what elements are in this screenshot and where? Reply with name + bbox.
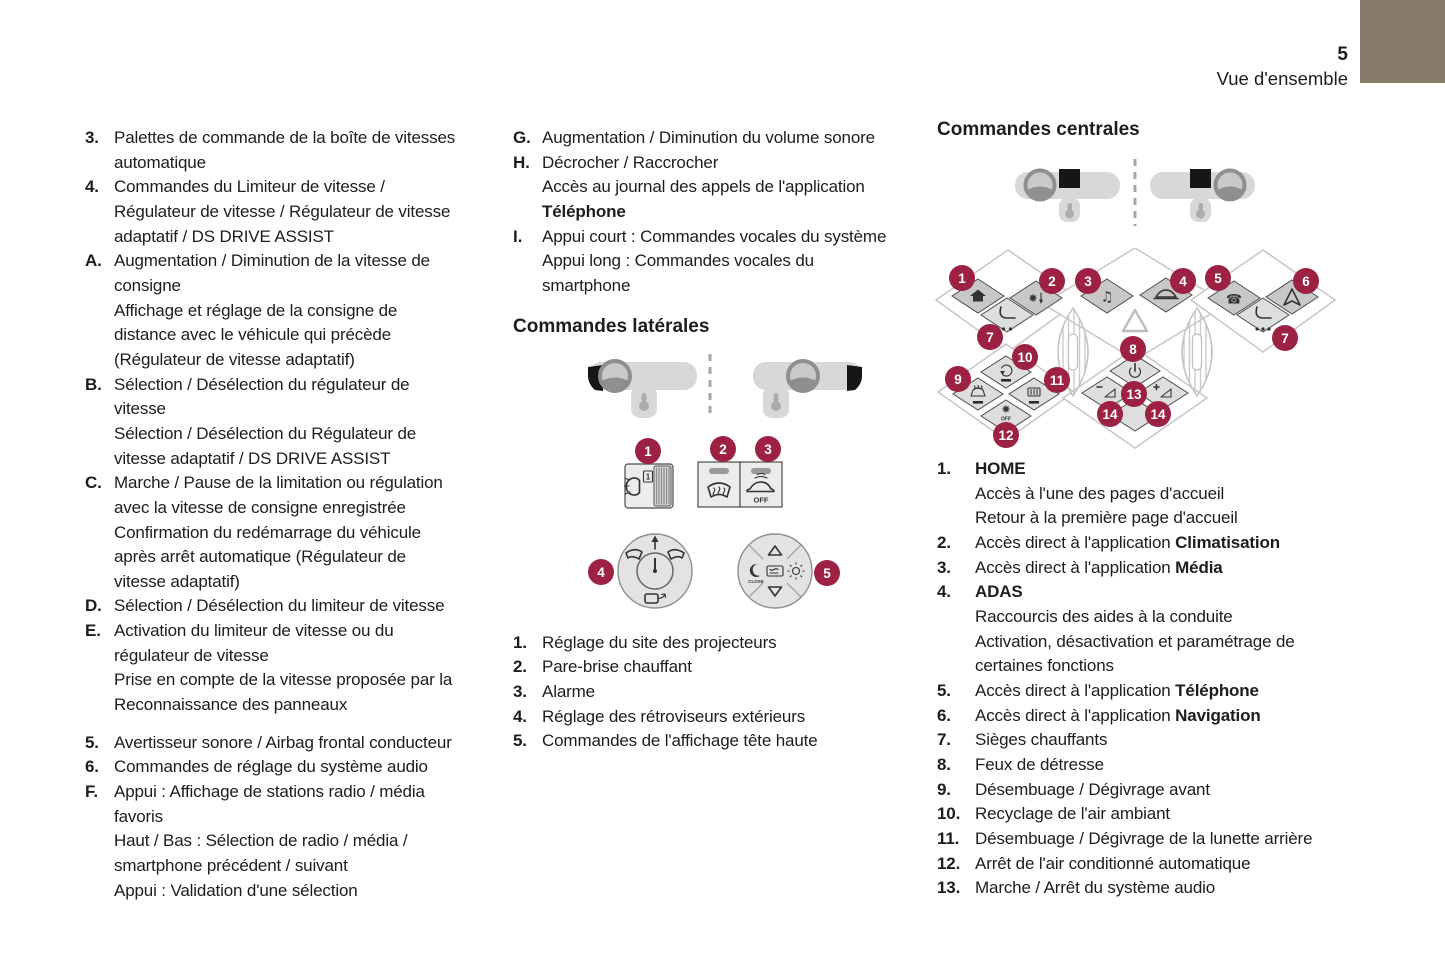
item-line: Réglage des rétroviseurs extérieurs xyxy=(542,706,806,726)
item-line: Accès direct à l'application Climatisation xyxy=(975,532,1280,552)
badge-9 xyxy=(945,366,971,392)
item-line: Reconnaissance des panneaux xyxy=(114,695,348,715)
item-line: Désembuage / Dégivrage de la lunette arrière xyxy=(975,828,1313,848)
item-line: Sélection / Désélection du régulateur de xyxy=(114,374,410,394)
item-label: 4. xyxy=(513,706,527,726)
item-label: 3. xyxy=(85,128,99,147)
badge-3 xyxy=(755,436,781,462)
badge-5 xyxy=(814,560,840,586)
item-line: Alarme xyxy=(542,681,595,701)
list-item xyxy=(937,827,1365,852)
list-item xyxy=(937,679,1365,704)
item-label: D. xyxy=(85,596,102,616)
page-number: 5 xyxy=(1337,44,1348,65)
item-line: Téléphone xyxy=(542,201,626,221)
item-label: 4. xyxy=(937,582,951,602)
item-line: Appui : Validation d'une sélection xyxy=(114,880,358,900)
lhd-dashboard xyxy=(1015,169,1120,222)
central-controls-location-highlight xyxy=(1059,169,1080,188)
item-line: Réglage du site des projecteurs xyxy=(542,632,777,652)
head-up-display-dial xyxy=(738,534,812,608)
alarm-off-label: OFF xyxy=(753,495,769,505)
svg-text:14: 14 xyxy=(1102,406,1118,422)
list-item xyxy=(937,704,1365,729)
badge-4 xyxy=(1170,268,1196,294)
item-line: Appui long : Commandes vocales du xyxy=(542,251,814,271)
badge-14-left xyxy=(1097,401,1123,427)
item-line: ADAS xyxy=(975,582,1023,602)
item-label: 6. xyxy=(937,705,951,725)
item-label: 10. xyxy=(937,804,961,824)
list-item xyxy=(937,876,1365,901)
item-label: A. xyxy=(85,251,102,271)
item-label: 8. xyxy=(937,754,951,774)
close-label: CLOSE xyxy=(748,578,764,584)
svg-text:6: 6 xyxy=(1302,273,1310,289)
item-line: Accès direct à l'application Téléphone xyxy=(975,680,1259,700)
side-controls-list xyxy=(513,631,921,754)
item-line: Prise en compte de la vitesse proposée par la xyxy=(114,670,453,690)
item-label: 2. xyxy=(937,532,951,552)
item-label: F. xyxy=(85,782,98,802)
item-line: vitesse adaptatif) xyxy=(114,571,240,591)
rhd-dashboard xyxy=(1150,169,1255,222)
badge-4 xyxy=(588,559,614,585)
item-line: Affichage et réglage de la consigne de xyxy=(114,300,398,320)
list-item xyxy=(85,175,497,249)
steering-controls-list-continued xyxy=(513,126,921,299)
svg-text:2: 2 xyxy=(1048,273,1056,289)
item-line: Sélection / Désélection du Régulateur de xyxy=(114,423,417,443)
list-item xyxy=(937,728,1365,753)
item-label: 13. xyxy=(937,878,961,898)
svg-text:4: 4 xyxy=(597,564,605,580)
item-line: smartphone précédent / suivant xyxy=(114,856,348,876)
svg-text:1: 1 xyxy=(644,443,652,459)
item-line: favoris xyxy=(114,806,164,826)
svg-text:5: 5 xyxy=(823,565,831,581)
badge-10 xyxy=(1012,344,1038,370)
item-label: 5. xyxy=(513,731,527,751)
item-line: Confirmation du redémarrage du véhicule xyxy=(114,522,421,542)
item-label: 5. xyxy=(937,680,951,700)
list-item xyxy=(937,753,1365,778)
steering-wheel-icon xyxy=(600,361,630,391)
item-line: Marche / Pause de la limitation ou régulation xyxy=(114,473,443,493)
ac-off-label: OFF xyxy=(1001,416,1011,423)
item-line: Augmentation / Diminution de la vitesse de xyxy=(114,251,430,271)
item-line: Marche / Arrêt du système audio xyxy=(975,878,1216,898)
item-line: vitesse adaptatif / DS DRIVE ASSIST xyxy=(114,448,391,468)
item-line: Recyclage de l'air ambiant xyxy=(975,804,1170,824)
list-item xyxy=(513,655,921,680)
item-label: 2. xyxy=(513,657,527,677)
badge-11 xyxy=(1044,367,1070,393)
rhd-dashboard xyxy=(753,361,862,418)
item-label: 12. xyxy=(937,853,961,873)
svg-text:14: 14 xyxy=(1150,406,1166,422)
item-line: vitesse xyxy=(114,399,166,419)
item-label: E. xyxy=(85,621,101,641)
list-item xyxy=(513,225,921,299)
item-line: régulateur de vitesse xyxy=(114,645,269,665)
central-controls-heading: Commandes centrales xyxy=(937,119,1140,140)
item-line: Activation, désactivation et paramétrage de xyxy=(975,631,1295,651)
list-item xyxy=(937,556,1365,581)
svg-text:13: 13 xyxy=(1126,386,1142,402)
badge-13 xyxy=(1121,381,1147,407)
list-item xyxy=(85,373,497,472)
list-item xyxy=(85,731,497,756)
item-line: Commandes de réglage du système audio xyxy=(114,757,428,777)
svg-text:12: 12 xyxy=(998,427,1014,443)
list-item xyxy=(513,631,921,656)
music-note-icon: ♫ xyxy=(1100,289,1114,306)
list-item xyxy=(937,531,1365,556)
item-line: Commandes du Limiteur de vitesse / xyxy=(114,177,385,197)
svg-text:1: 1 xyxy=(958,270,966,286)
thumbwheel xyxy=(654,466,671,506)
svg-text:3: 3 xyxy=(1084,273,1092,289)
item-line: avec la vitesse de consigne enregistrée xyxy=(114,497,406,517)
item-label: 4. xyxy=(85,177,99,197)
badge-8 xyxy=(1120,336,1146,362)
column-central-controls xyxy=(937,118,1365,901)
badge-12 xyxy=(993,422,1019,448)
item-line: (Régulateur de vitesse adaptatif) xyxy=(114,349,355,369)
svg-text:11: 11 xyxy=(1049,372,1065,388)
item-label: B. xyxy=(85,374,102,394)
central-controls-cluster-diagram xyxy=(930,248,1360,463)
side-controls-location-highlight xyxy=(847,365,862,391)
svg-text:7: 7 xyxy=(986,329,994,345)
steering-wheel-icon xyxy=(788,361,818,391)
item-label: I. xyxy=(513,226,523,246)
item-line: Appui court : Commandes vocales du système xyxy=(542,226,887,246)
item-line: HOME xyxy=(975,459,1026,478)
central-controls-location-diagram xyxy=(930,155,1360,230)
section-corner-tab xyxy=(1360,0,1445,83)
item-line: distance avec le véhicule qui précède xyxy=(114,325,392,345)
item-label: G. xyxy=(513,128,531,147)
svg-text:7: 7 xyxy=(1281,330,1289,346)
svg-text:9: 9 xyxy=(954,371,962,387)
item-line: Palettes de commande de la boîte de vitesses xyxy=(114,128,456,147)
lhd-dashboard xyxy=(588,361,697,418)
list-item xyxy=(85,594,497,619)
side-controls-diagram xyxy=(575,346,875,626)
alarm-button xyxy=(740,462,782,507)
svg-text:3: 3 xyxy=(764,441,772,457)
badge-1 xyxy=(949,265,975,291)
badge-3 xyxy=(1075,268,1101,294)
column-side-controls xyxy=(513,126,921,754)
item-line: après arrêt automatique (Régulateur de xyxy=(114,547,406,567)
section-title: Vue d'ensemble xyxy=(1216,68,1348,89)
item-line: Sièges chauffants xyxy=(975,730,1108,750)
svg-text:8: 8 xyxy=(1129,341,1137,357)
item-line: Désembuage / Dégivrage avant xyxy=(975,779,1210,799)
headlamp-leveling-control xyxy=(625,464,674,508)
list-item xyxy=(937,778,1365,803)
steering-wheel-icon xyxy=(1216,171,1245,200)
badge-2 xyxy=(1039,268,1065,294)
list-item xyxy=(513,729,921,754)
headlamp-position-label: 1 xyxy=(645,472,651,482)
central-controls-list xyxy=(937,457,1365,901)
list-item xyxy=(85,249,497,372)
item-line: Feux de détresse xyxy=(975,754,1104,774)
svg-text:10: 10 xyxy=(1017,349,1033,365)
item-label: 9. xyxy=(937,779,951,799)
list-item xyxy=(513,680,921,705)
item-label: 6. xyxy=(85,757,99,777)
item-label: 11. xyxy=(937,828,960,848)
list-item xyxy=(85,780,497,903)
page-header xyxy=(1217,44,1348,89)
item-line: automatique xyxy=(114,152,206,172)
item-line: Haut / Bas : Sélection de radio / média / xyxy=(114,831,408,851)
item-line: certaines fonctions xyxy=(975,656,1114,676)
item-line: Retour à la première page d'accueil xyxy=(975,508,1238,528)
column-steering-wheel-controls xyxy=(85,126,497,903)
badge-7-right xyxy=(1272,325,1298,351)
item-line: consigne xyxy=(114,275,181,295)
list-item xyxy=(937,457,1365,531)
badge-1 xyxy=(635,438,661,464)
phone-icon: ☎ xyxy=(1225,292,1243,308)
item-line: Augmentation / Diminution du volume sonore xyxy=(542,128,875,147)
side-controls-heading: Commandes latérales xyxy=(513,315,710,337)
item-line: Accès direct à l'application Média xyxy=(975,557,1223,577)
list-item xyxy=(937,580,1365,679)
mirror-adjustment-dial xyxy=(618,534,692,608)
item-line: Sélection / Désélection du limiteur de vitesse xyxy=(114,596,445,616)
list-item xyxy=(513,705,921,730)
list-item xyxy=(513,151,921,225)
item-label: C. xyxy=(85,473,102,493)
central-controls-location-highlight xyxy=(1190,169,1211,188)
item-line: Appui : Affichage de stations radio / média xyxy=(114,782,425,802)
item-line: Régulateur de vitesse / Régulateur de vitesse xyxy=(114,201,451,221)
list-item xyxy=(937,802,1365,827)
item-label: H. xyxy=(513,152,530,172)
item-line: Accès direct à l'application Navigation xyxy=(975,705,1261,725)
steering-position-illustration xyxy=(588,354,862,418)
svg-text:2: 2 xyxy=(719,441,727,457)
item-line: Commandes de l'affichage tête haute xyxy=(542,731,818,751)
badge-5 xyxy=(1205,265,1231,291)
item-line: Pare-brise chauffant xyxy=(542,657,692,677)
item-label: 1. xyxy=(513,632,527,652)
item-line: smartphone xyxy=(542,275,631,295)
item-label: 3. xyxy=(937,557,951,577)
item-line: Décrocher / Raccrocher xyxy=(542,152,719,172)
list-item xyxy=(85,619,497,718)
badge-6 xyxy=(1293,268,1319,294)
list-item xyxy=(937,852,1365,877)
item-line: Activation du limiteur de vitesse ou du xyxy=(114,621,394,641)
list-item xyxy=(513,126,921,151)
list-item xyxy=(85,471,497,594)
item-line: Arrêt de l'air conditionné automatique xyxy=(975,853,1251,873)
item-line: Avertisseur sonore / Airbag frontal conducteur xyxy=(114,732,452,752)
heated-windscreen-button xyxy=(698,462,740,507)
steering-wheel-icon xyxy=(1026,171,1055,200)
item-line: Accès à l'une des pages d'accueil xyxy=(975,483,1225,503)
item-label: 5. xyxy=(85,732,99,752)
svg-text:4: 4 xyxy=(1179,273,1187,289)
badge-14-right xyxy=(1145,401,1171,427)
item-label: 7. xyxy=(937,730,951,750)
svg-text:5: 5 xyxy=(1214,270,1222,286)
item-line: adaptatif / DS DRIVE ASSIST xyxy=(114,226,334,246)
list-item xyxy=(85,126,497,175)
steering-controls-list xyxy=(85,126,497,903)
item-label: 1. xyxy=(937,459,951,478)
list-item xyxy=(85,755,497,780)
item-line: Accès au journal des appels de l'application xyxy=(542,177,865,197)
badge-2 xyxy=(710,436,736,462)
item-label: 3. xyxy=(513,681,527,701)
item-line: Raccourcis des aides à la conduite xyxy=(975,606,1233,626)
badge-7-left xyxy=(977,324,1003,350)
